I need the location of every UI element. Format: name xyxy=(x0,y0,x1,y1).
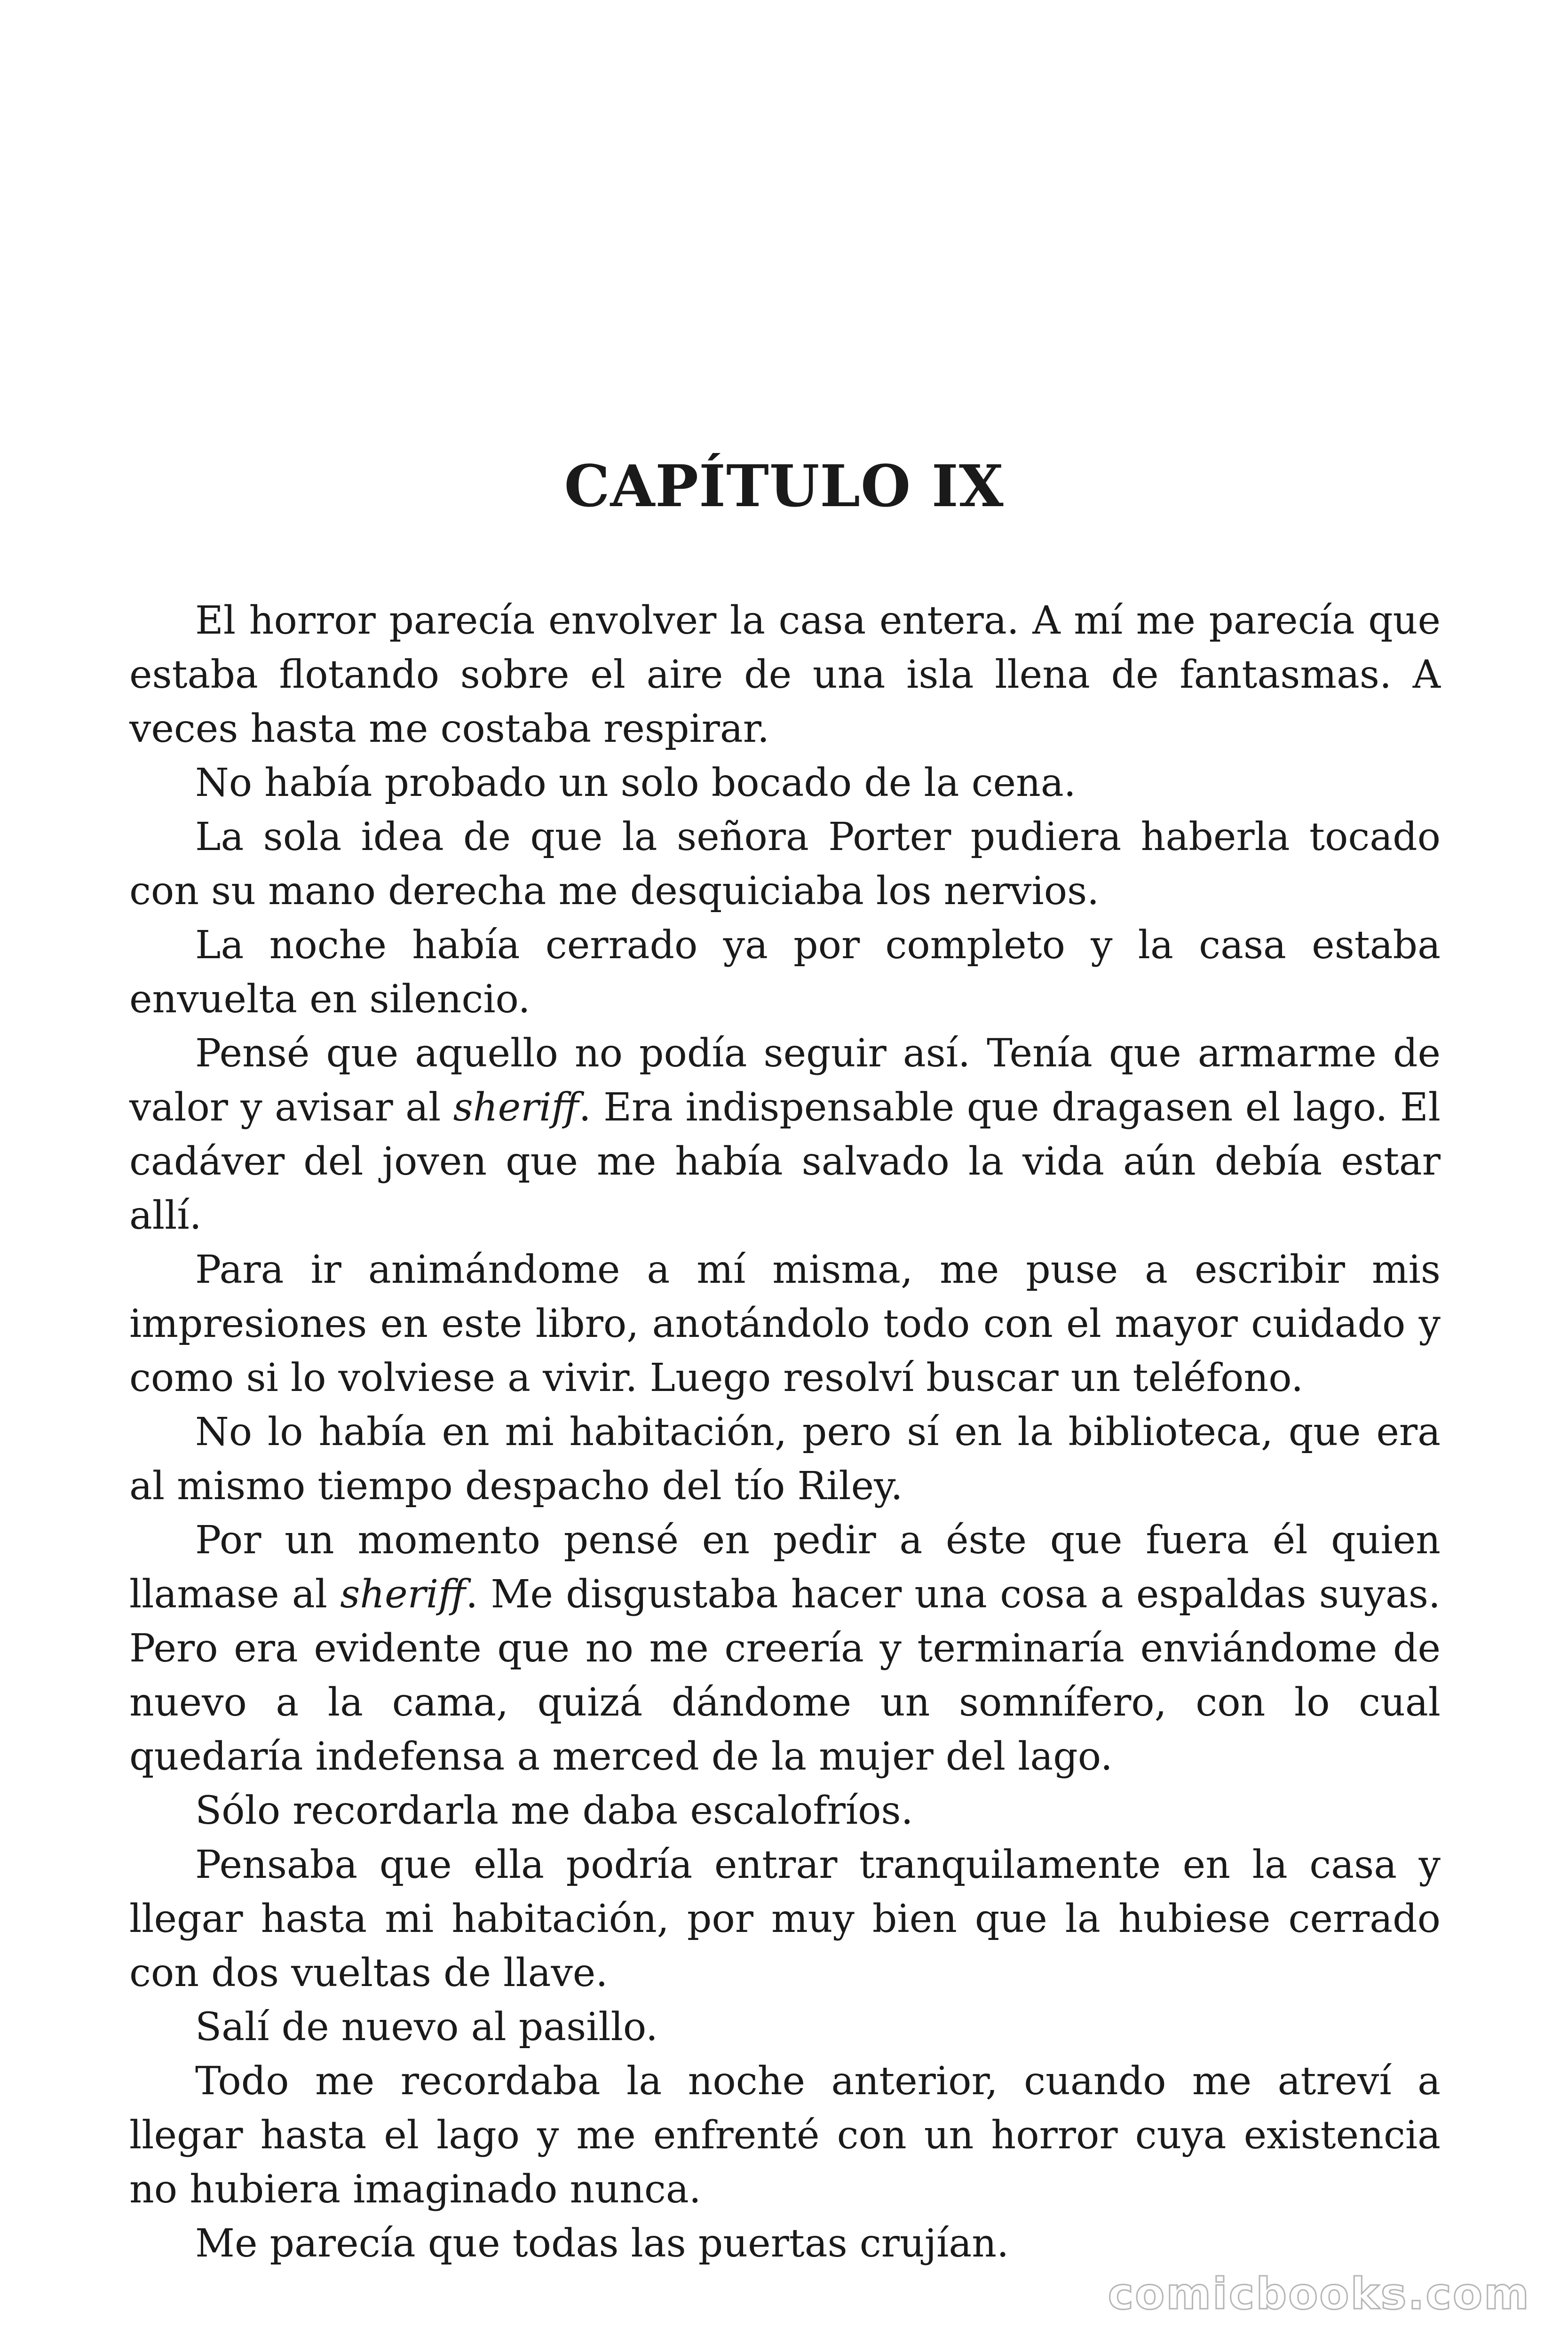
watermark-logo: comicbooks.com xyxy=(1108,2269,1530,2319)
paragraph-5-italic-term: sheriff xyxy=(453,1085,579,1130)
paragraph-10: Pensaba que ella podría entrar tranquilamente en la casa y llegar hasta mi habitación, por muy bien que la hubiese cerrado con dos vueltas de llave. xyxy=(129,1843,1441,1995)
chapter-title: CAPÍTULO IX xyxy=(564,452,1004,520)
paragraph-5-text-end: . Era indispensable que dragasen el lago. El cadáver del joven que me había salvado la vida aún debía estar allí. xyxy=(129,1085,1441,1238)
paragraph-8-text-end: . Me disgustaba hacer una cosa a espaldas suyas. Pero era evidente que no me creería y terminaría enviándome de nuevo a la cama, quizá dándome un somnífero, con lo cual quedaría indefensa a merced de la mujer del lago. xyxy=(129,1572,1441,1779)
paragraph-4: La noche había cerrado ya por completo y la casa estaba envuelta en silencio. xyxy=(129,923,1441,1022)
paragraph-2: No había probado un solo bocado de la cena. xyxy=(195,761,1076,805)
paragraph-13: Me parecía que todas las puertas crujían. xyxy=(195,2221,1009,2266)
paragraph-11: Salí de nuevo al pasillo. xyxy=(195,2005,658,2050)
paragraph-8 xyxy=(129,1513,1441,1784)
paragraph-9: Sólo recordarla me daba escalofríos. xyxy=(195,1788,913,1833)
paragraph-3: La sola idea de que la señora Porter pudiera haberla tocado con su mano derecha me desquiciaba los nervios. xyxy=(129,815,1441,914)
paragraph-6: Para ir animándome a mí misma, me puse a escribir mis impresiones en este libro, anotándolo todo con el mayor cuidado y como si lo volviese a vivir. Luego resolví buscar un teléfono. xyxy=(129,1248,1441,1400)
paragraph-1: El horror parecía envolver la casa entera. A mí me parecía que estaba flotando sobre el aire de una isla llena de fantasmas. A veces hasta me costaba respirar. xyxy=(129,598,1441,751)
chapter-body xyxy=(129,594,1441,2271)
paragraph-5-text-start: Pensé que aquello no podía seguir así. Tenía que armarme de valor y avisar al xyxy=(129,1031,1441,1130)
paragraph-8-italic-term: sheriff xyxy=(340,1572,466,1617)
paragraph-12: Todo me recordaba la noche anterior, cuando me atreví a llegar hasta el lago y me enfrenté con un horror cuya existencia no hubiera imaginado nunca. xyxy=(129,2059,1441,2212)
paragraph-5 xyxy=(129,1026,1441,1243)
paragraph-7: No lo había en mi habitación, pero sí en la biblioteca, que era al mismo tiempo despacho del tío Riley. xyxy=(129,1410,1441,1509)
paragraph-8-text-start: Por un momento pensé en pedir a éste que fuera él quien llamase al xyxy=(129,1518,1441,1617)
